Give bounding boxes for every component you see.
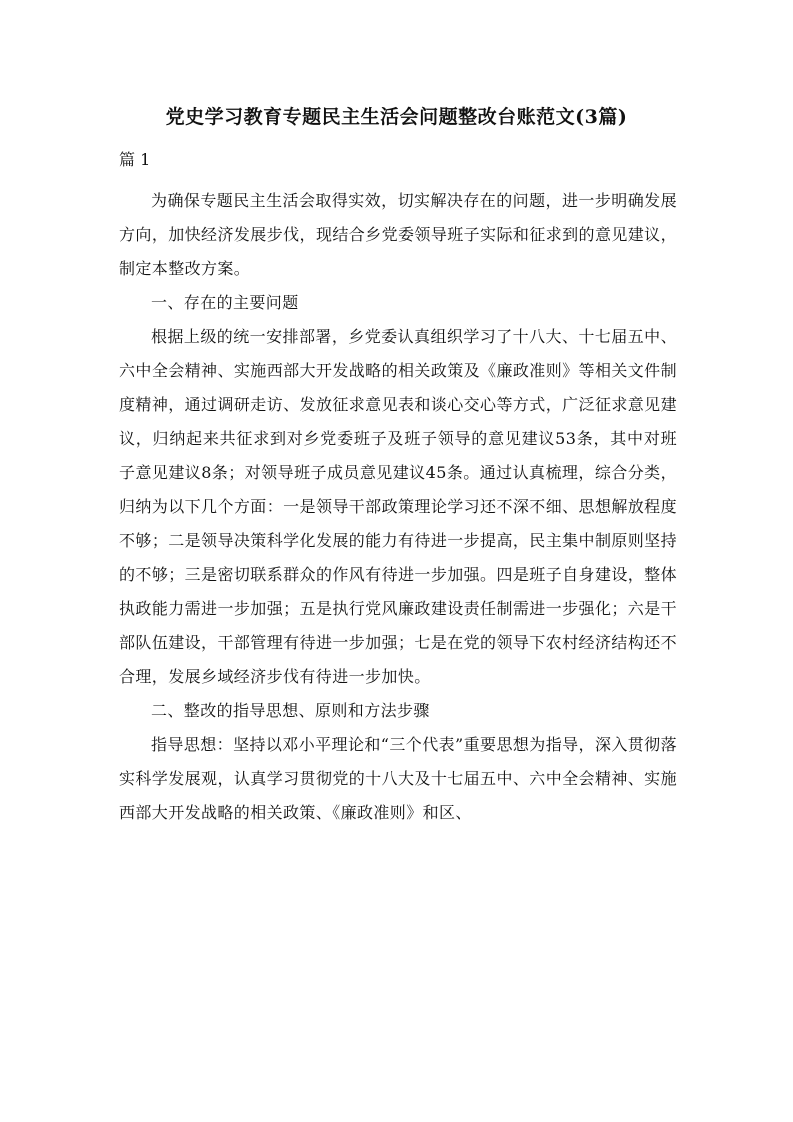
- heading-main-problems: 一、存在的主要问题: [151, 293, 299, 312]
- document-body: [119, 184, 677, 830]
- problems-paragraph: 根据上级的统一安排部署，乡党委认真组织学习了十八大、十七届五中、六中全会精神、实施西部大开发战略的相关政策及《廉政准则》等相关文件制度精神，通过调研走访、发放征求意见表和谈心交心等方式，广泛征求意见建议，归纳起来共征求到对乡党委班子及班子领导的意见建议53条，其中对班子意见建议8条；对领导班子成员意见建议45条。通过认真梳理，综合分类，归纳为以下几个方面：一是领导干部政策理论学习还不深不细、思想解放程度不够；二是领导决策科学化发展的能力有待进一步提高，民主集中制原则坚持的不够；三是密切联系群众的作风有待进一步加强。四是班子自身建设，整体执政能力需进一步加强；五是执行党风廉政建设责任制需进一步强化；六是干部队伍建设，干部管理有待进一步加强；七是在党的领导下农村经济结构还不合理，发展乡域经济步伐有待进一步加快。: [119, 327, 677, 686]
- guiding-thought-paragraph: 指导思想：坚持以邓小平理论和“三个代表”重要思想为指导，深入贯彻落实科学发展观，认真学习贯彻党的十八大及十七届五中、六中全会精神、实施西部大开发战略的相关政策、《廉政准则》和区、: [119, 735, 677, 822]
- heading-guiding-principles: 二、整改的指导思想、原则和方法步骤: [151, 701, 430, 720]
- intro-paragraph: 为确保专题民主生活会取得实效，切实解决存在的问题，进一步明确发展方向，加快经济发展步伐，现结合乡党委领导班子实际和征求到的意见建议，制定本整改方案。: [119, 191, 677, 278]
- section-label: 篇 1: [119, 150, 151, 169]
- document-title: 党史学习教育专题民主生活会问题整改台账范文(3篇): [165, 106, 628, 128]
